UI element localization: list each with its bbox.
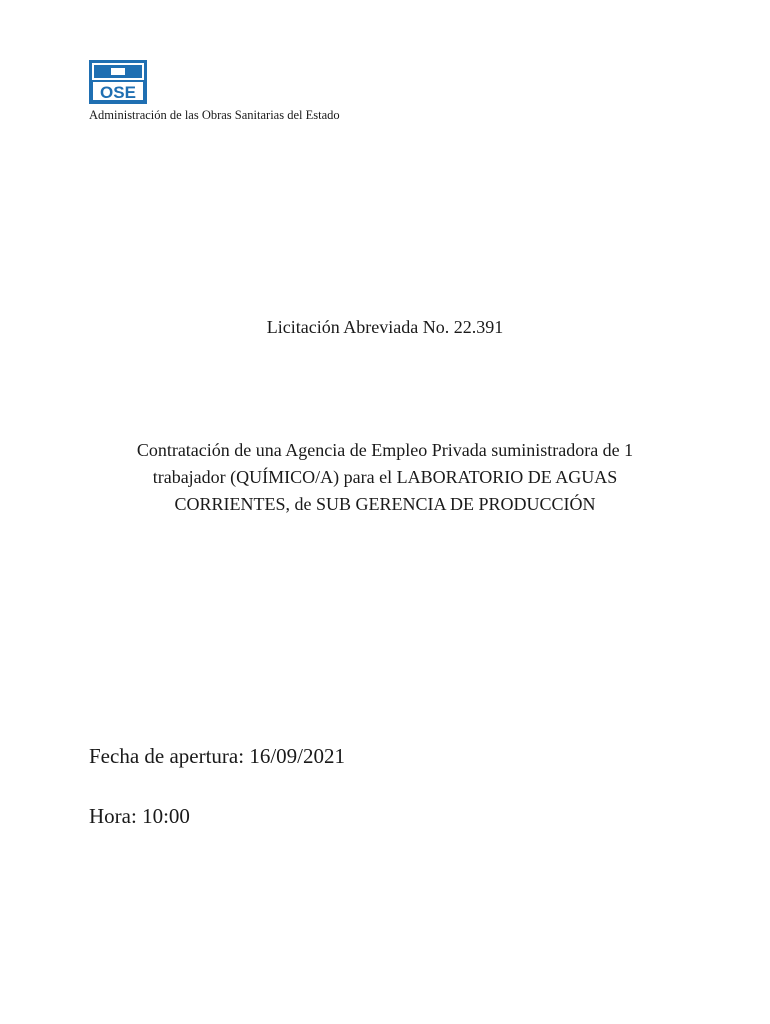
description-line: CORRIENTES, de SUB GERENCIA DE PRODUCCIÓN (174, 494, 596, 514)
ose-logo (89, 60, 147, 104)
description-line: trabajador (QUÍMICO/A) para el LABORATORIO DE AGUAS (152, 467, 618, 487)
opening-date: Fecha de apertura: 16/09/2021 (89, 744, 345, 768)
description-line: Contratación de una Agencia de Empleo Privada suministradora de 1 (136, 440, 634, 460)
tender-title: Licitación Abreviada No. 22.391 (266, 317, 504, 337)
logo-text: OSE (100, 83, 136, 102)
opening-time: Hora: 10:00 (89, 804, 190, 828)
ose-logo-graphic (89, 60, 147, 104)
tender-description (60, 437, 710, 518)
agency-name: Administración de las Obras Sanitarias del Estado (89, 108, 340, 122)
